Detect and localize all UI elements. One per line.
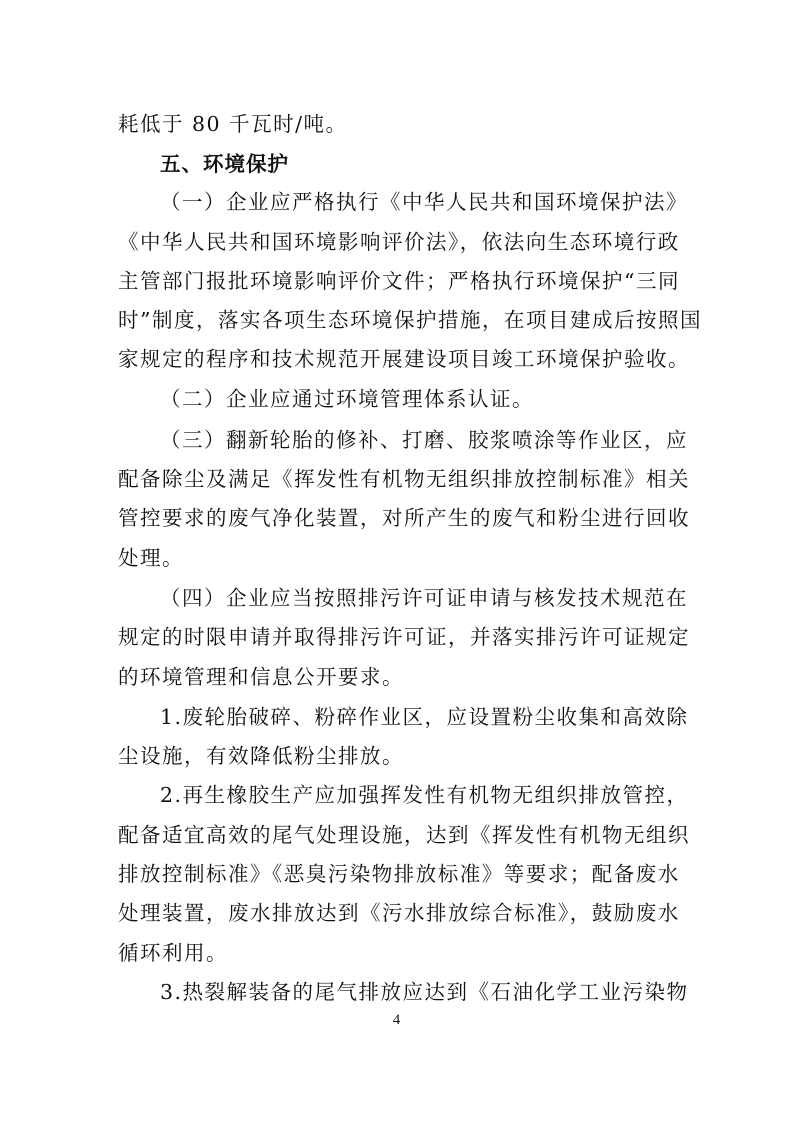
paragraph-line: 配备适宜高效的尾气处理设施，达到《挥发性有机物无组织: [118, 823, 690, 847]
paragraph-line: 家规定的程序和技术规范开展建设项目竣工环境保护验收。: [118, 347, 690, 371]
paragraph-line: 3.热裂解装备的尾气排放应达到《石油化学工业污染物: [160, 980, 689, 1004]
paragraph-line: （二）企业应通过环境管理体系认证。: [160, 387, 534, 411]
paragraph-line: 规定的时限申请并取得排污许可证，并落实排污许可证规定: [118, 625, 690, 649]
paragraph-line: 主管部门报批环境影响评价文件；严格执行环境保护“三同: [118, 269, 680, 293]
paragraph-line: 《中华人民共和国环境影响评价法》，依法向生态环境行政: [118, 230, 680, 254]
paragraph-line: 排放控制标准》《恶臭污染物排放标准》等要求；配备废水: [118, 862, 680, 886]
paragraph-line: 处理装置，废水排放达到《污水排放综合标准》，鼓励废水: [118, 901, 680, 925]
paragraph-line: （四）企业应当按照排污许可证申请与核发技术规范在: [160, 586, 688, 610]
paragraph-line: 配备除尘及满足《挥发性有机物无组织排放控制标准》相关: [118, 467, 690, 491]
paragraph-line: 处理。: [118, 546, 184, 570]
section-heading: 五、环境保护: [160, 152, 289, 176]
paragraph-line: 1.废轮胎破碎、粉碎作业区，应设置粉尘收集和高效除: [160, 705, 689, 729]
paragraph-line: 管控要求的废气净化装置，对所产生的废气和粉尘进行回收: [118, 506, 690, 530]
paragraph-line: （一）企业应严格执行《中华人民共和国环境保护法》: [160, 190, 688, 214]
paragraph-line: 的环境管理和信息公开要求。: [118, 665, 404, 689]
paragraph-line: （三）翻新轮胎的修补、打磨、胶浆喷涂等作业区，应: [160, 428, 688, 452]
paragraph-line: 尘设施，有效降低粉尘排放。: [118, 744, 404, 768]
text-line: 耗低于 80 千瓦时/吨。: [118, 112, 348, 136]
paragraph-line: 循环利用。: [118, 941, 228, 965]
paragraph-line: 2.再生橡胶生产应加强挥发性有机物无组织排放管控，: [160, 783, 689, 807]
page-number: 4: [392, 1012, 401, 1028]
paragraph-line: 时”制度，落实各项生态环境保护措施，在项目建成后按照国: [118, 308, 702, 332]
